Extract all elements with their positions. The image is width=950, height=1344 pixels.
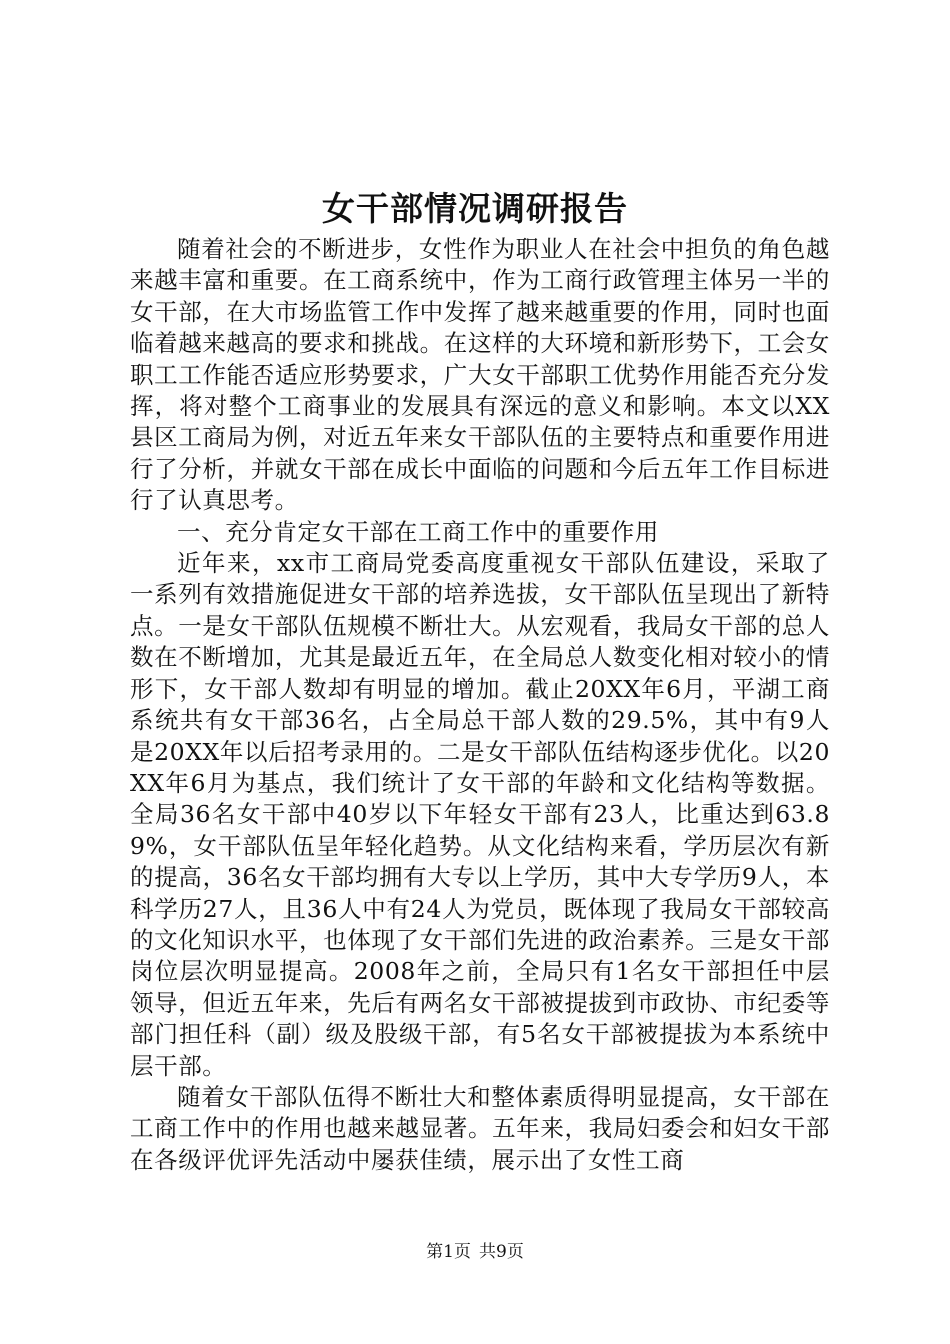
body-paragraph-achievements: 随着女干部队伍得不断壮大和整体素质得明显提高，女干部在工商工作中的作用也越来越显著。五年来，我局妇委会和妇女干部在各级评优评先活动中屡获佳绩，展示出了女性工商 bbox=[130, 1082, 830, 1174]
body-paragraph-intro: 随着社会的不断进步，女性作为职业人在社会中担负的角色越来越丰富和重要。在工商系统中，作为工商行政管理主体另一半的女干部，在大市场监管工作中发挥了越来越重要的作用，同时也面临着越来越高的要求和挑战。在这样的大环境和新形势下，工会女职工工作能否适应形势要求，广大女干部职工优势作用能否充分发挥，将对整个工商事业的发展具有深远的意义和影响。本文以XX县区工商局为例，对近五年来女干部队伍的主要特点和重要作用进行了分析，并就女干部在成长中面临的问题和今后五年工作目标进行了认真思考。 bbox=[130, 235, 830, 515]
document-title: 女干部情况调研报告 bbox=[322, 189, 628, 228]
section-heading: 一、充分肯定女干部在工商工作中的重要作用 bbox=[177, 517, 659, 546]
document-body bbox=[130, 234, 830, 1176]
page-number: 第1页 bbox=[426, 1242, 471, 1262]
page-total: 共9页 bbox=[479, 1242, 524, 1262]
body-paragraph-statistics: 近年来，xx市工商局党委高度重视女干部队伍建设，采取了一系列有效措施促进女干部的培养选拔，女干部队伍呈现出了新特点。一是女干部队伍规模不断壮大。从宏观看，我局女干部的总人数在不断增加，尤其是最近五年，在全局总人数变化相对较小的情形下，女干部人数却有明显的增加。截止20XX年6月，平湖工商系统共有女干部36名，占全局总干部人数的29.5%，其中有9人是20XX年以后招考录用的。二是女干部队伍结构逐步优化。以20XX年6月为基点，我们统计了女干部的年龄和文化结构等数据。全局36名女干部中40岁以下年轻女干部有23人，比重达到63.89%，女干部队伍呈年轻化趋势。从文化结构来看，学历层次有新的提高，36名女干部均拥有大专以上学历，其中大专学历9人，本科学历27人，且36人中有24人为党员，既体现了我局女干部较高的文化知识水平，也体现了女干部们先进的政治素养。三是女干部岗位层次明显提高。2008年之前，全局只有1名女干部担任中层领导，但近五年来，先后有两名女干部被提拔到市政协、市纪委等部门担任科（副）级及股级干部，有5名女干部被提拔为本系统中层干部。 bbox=[130, 549, 830, 1080]
page-footer bbox=[0, 1240, 950, 1264]
